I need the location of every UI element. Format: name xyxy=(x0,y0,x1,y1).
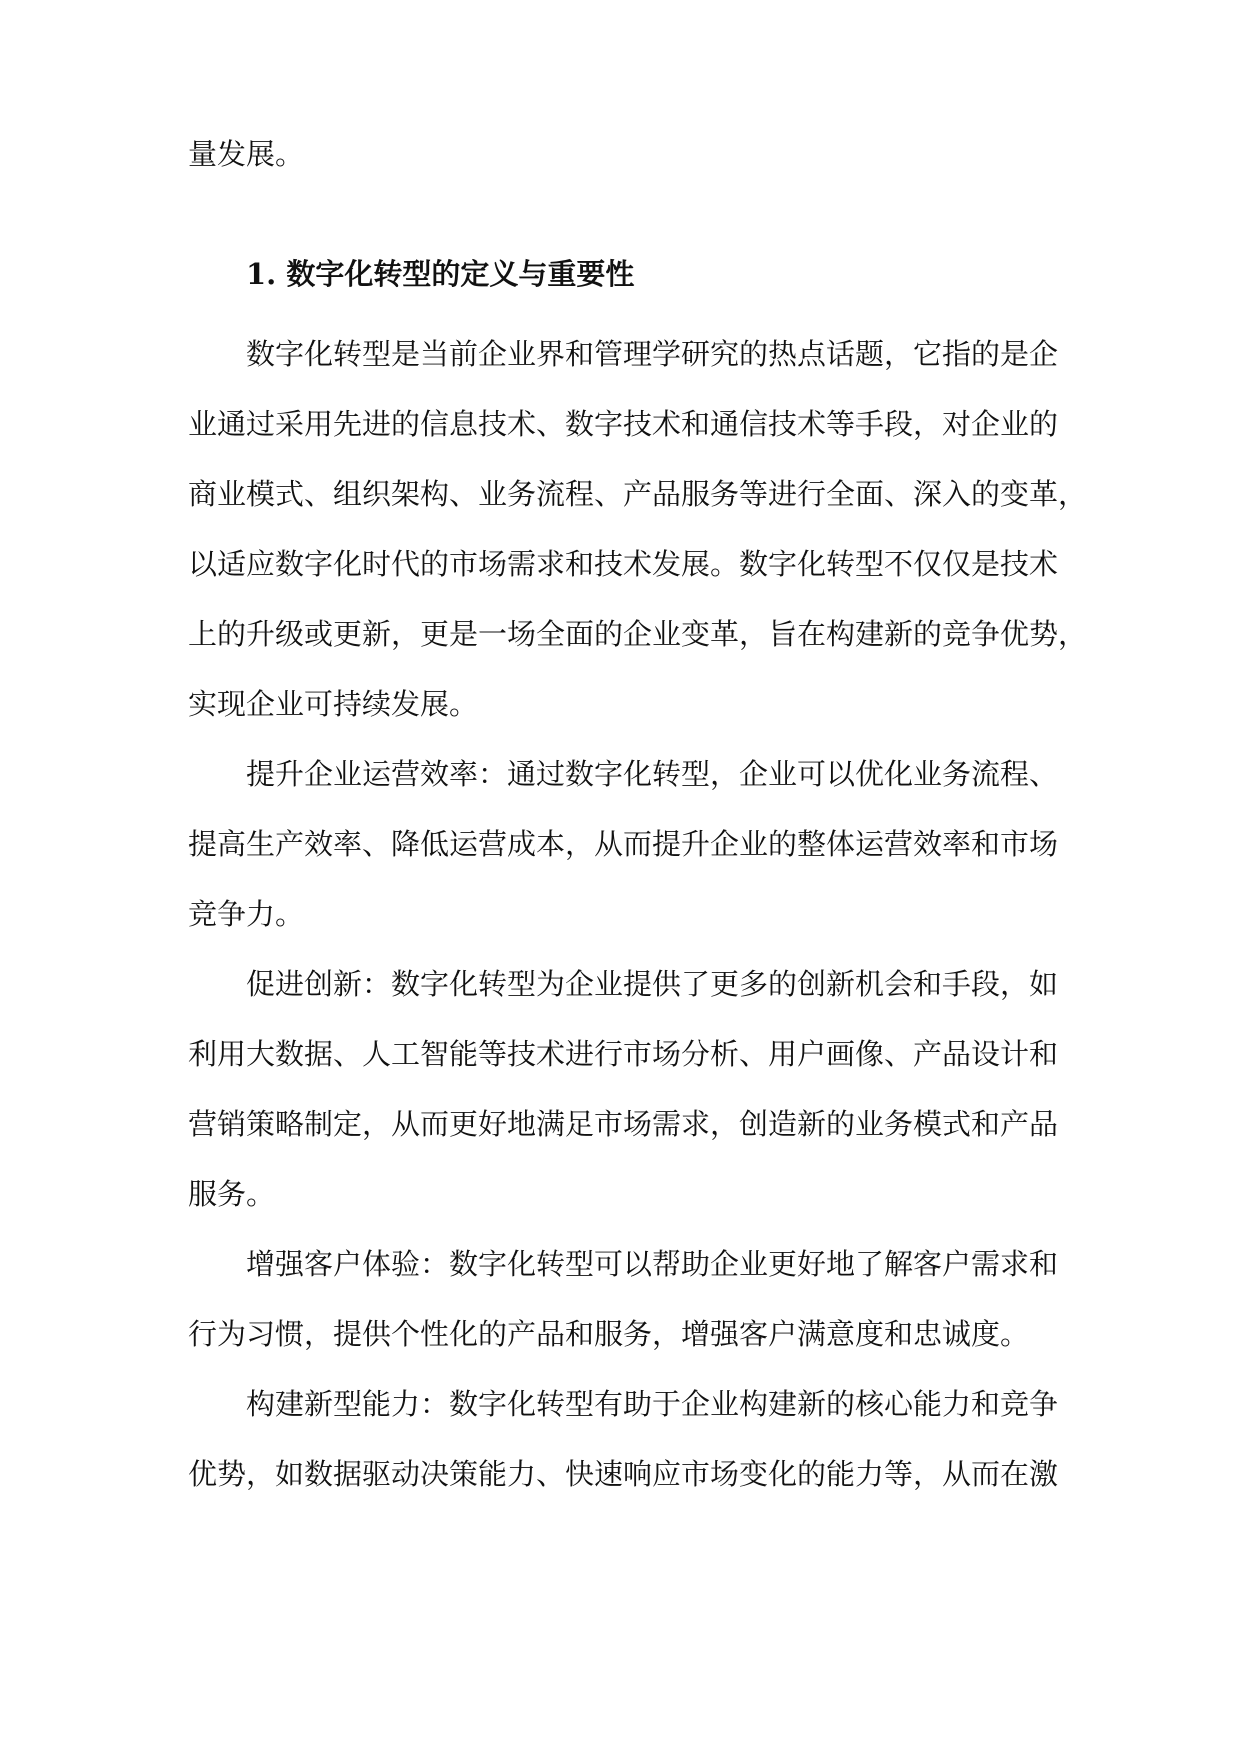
innovation-paragraph-line: 营销策略制定，从而更好地满足市场需求，创造新的业务模式和产品 xyxy=(188,1107,1059,1141)
definition-paragraph-line: 商业模式、组织架构、业务流程、产品服务等进行全面、深入的变革， xyxy=(188,477,1088,511)
efficiency-paragraph-line: 提高生产效率、降低运营成本，从而提升企业的整体运营效率和市场 xyxy=(188,827,1059,861)
innovation-paragraph-line: 促进创新：数字化转型为企业提供了更多的创新机会和手段，如 xyxy=(246,967,1059,1001)
customer-paragraph-line: 增强客户体验：数字化转型可以帮助企业更好地了解客户需求和 xyxy=(246,1247,1059,1281)
paragraph-continuation: 量发展。 xyxy=(188,137,305,171)
definition-paragraph-line: 数字化转型是当前企业界和管理学研究的热点话题，它指的是企 xyxy=(246,337,1059,371)
efficiency-paragraph-line: 提升企业运营效率：通过数字化转型，企业可以优化业务流程、 xyxy=(246,757,1059,791)
efficiency-paragraph-line: 竞争力。 xyxy=(188,897,305,931)
capability-paragraph-line: 构建新型能力：数字化转型有助于企业构建新的核心能力和竞争 xyxy=(246,1387,1059,1421)
definition-paragraph-line: 上的升级或更新，更是一场全面的企业变革，旨在构建新的竞争优势， xyxy=(188,617,1088,651)
customer-paragraph-line: 行为习惯，提供个性化的产品和服务，增强客户满意度和忠诚度。 xyxy=(188,1317,1030,1351)
definition-paragraph-line: 业通过采用先进的信息技术、数字技术和通信技术等手段，对企业的 xyxy=(188,407,1059,441)
innovation-paragraph-line: 利用大数据、人工智能等技术进行市场分析、用户画像、产品设计和 xyxy=(188,1037,1059,1071)
definition-paragraph-line: 以适应数字化时代的市场需求和技术发展。数字化转型不仅仅是技术 xyxy=(188,547,1059,581)
section-heading: 1. 数字化转型的定义与重要性 xyxy=(246,257,635,291)
definition-paragraph-line: 实现企业可持续发展。 xyxy=(188,687,479,721)
innovation-paragraph-line: 服务。 xyxy=(188,1177,276,1211)
capability-paragraph-line: 优势，如数据驱动决策能力、快速响应市场变化的能力等，从而在激 xyxy=(188,1457,1059,1491)
